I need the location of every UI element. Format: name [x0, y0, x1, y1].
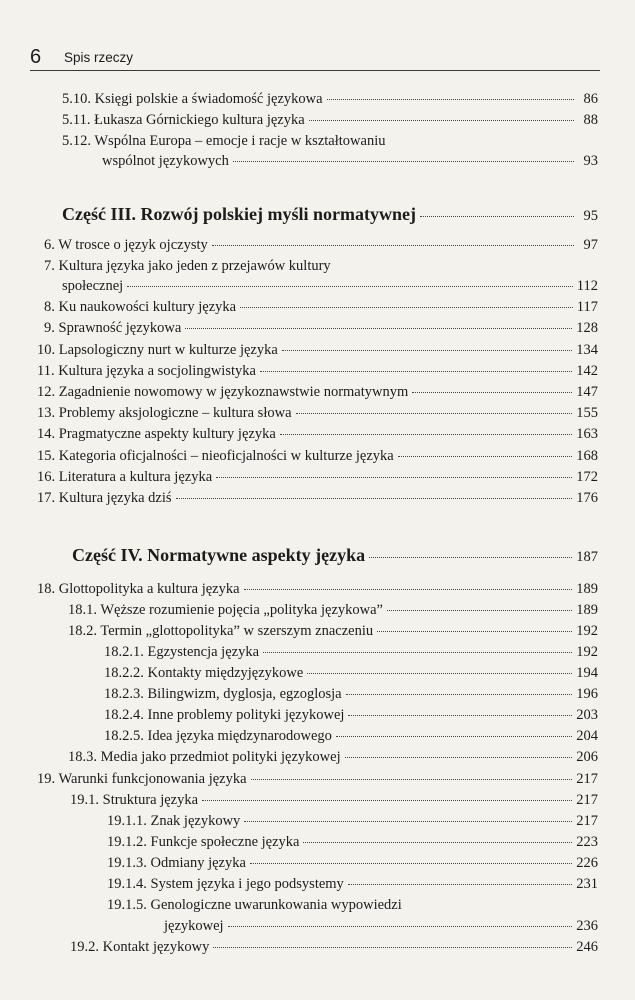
toc-page: 142: [576, 363, 598, 379]
toc-entry[interactable]: 18.2. Termin „glottopolityka” w szerszym znaczeniu 192: [68, 623, 598, 639]
toc-entry-text: 19.1.5. Genologiczne uwarunkowania wypowiedzi: [107, 897, 402, 913]
toc-entry[interactable]: 18.2.2. Kontakty międzyjęzykowe 194: [104, 665, 598, 681]
toc-page: 187: [576, 549, 598, 565]
toc-page: 117: [576, 299, 598, 315]
toc-page: 163: [576, 426, 598, 442]
toc-entry[interactable]: 18.2.3. Bilingwizm, dyglosja, egzoglosja 196: [104, 686, 598, 702]
toc-entry[interactable]: 18.2.4. Inne problemy polityki językowej 203: [104, 707, 598, 723]
running-title: Spis rzeczy: [64, 50, 134, 65]
toc-entry[interactable]: 13. Problemy aksjologiczne – kultura słowa 155: [37, 405, 598, 421]
toc-page: 204: [576, 728, 598, 744]
toc-entry[interactable]: wspólnot językowych 93: [102, 153, 598, 169]
toc-page: 223: [576, 834, 598, 850]
toc-page: 217: [576, 792, 598, 808]
toc-entry[interactable]: 5.10. Księgi polskie a świadomość językowa 86: [62, 91, 598, 107]
toc-entry[interactable]: 17. Kultura języka dziś 176: [37, 490, 598, 506]
toc-entry[interactable]: 19.1.2. Funkcje społeczne języka 223: [107, 834, 598, 850]
toc-page: 192: [576, 623, 598, 639]
toc-entry[interactable]: 19. Warunki funkcjonowania języka 217: [37, 771, 598, 787]
toc-page: 189: [576, 602, 598, 618]
toc-page: 196: [576, 686, 598, 702]
toc-entry[interactable]: 18. Glottopolityka a kultura języka 189: [37, 581, 598, 597]
toc-entry-text: 5.12. Wspólna Europa – emocje i racje w kształtowaniu: [62, 133, 386, 149]
header-rule: [30, 70, 600, 71]
show-through-text: · · · · · · ·: [468, 300, 514, 314]
toc-page: 206: [576, 749, 598, 765]
toc-page: 97: [583, 237, 598, 253]
toc-page: 203: [576, 707, 598, 723]
toc-entry[interactable]: 18.2.5. Idea języka międzynarodowego 204: [104, 728, 598, 744]
toc-entry[interactable]: językowej 236: [164, 918, 598, 934]
toc-entry[interactable]: 18.1. Węższe rozumienie pojęcia „polityka językowa” 189: [68, 602, 598, 618]
toc-entry[interactable]: 11. Kultura języka a socjolingwistyka 142: [37, 363, 598, 379]
toc-page: 176: [576, 490, 598, 506]
toc-entry[interactable]: 6. W trosce o język ojczysty 97: [44, 237, 598, 253]
toc-entry[interactable]: 19.1. Struktura języka 217: [70, 792, 598, 808]
toc-page: 217: [576, 771, 598, 787]
toc-page: 192: [576, 644, 598, 660]
toc-page: 134: [576, 342, 598, 358]
toc-entry[interactable]: 5.11. Łukasza Górnickiego kultura języka 88: [62, 112, 598, 128]
toc-page: 155: [576, 405, 598, 421]
toc-page: 112: [576, 278, 598, 294]
toc-entry[interactable]: 19.1.4. System języka i jego podsystemy 231: [107, 876, 598, 892]
toc-entry[interactable]: 9. Sprawność językowa 128: [44, 320, 598, 336]
toc-page: 217: [576, 813, 598, 829]
toc-page: 86: [583, 91, 598, 107]
toc-page: 231: [576, 876, 598, 892]
toc-entry[interactable]: 8. Ku naukowości kultury języka 117: [44, 299, 598, 315]
toc-entry-text: 7. Kultura języka jako jeden z przejawów kultury: [44, 258, 331, 274]
toc-page: 88: [583, 112, 598, 128]
toc-page: 128: [576, 320, 598, 336]
toc-page: 172: [576, 469, 598, 485]
toc-entry[interactable]: 19.1.3. Odmiany języka 226: [107, 855, 598, 871]
toc-part-heading[interactable]: Część IV. Normatywne aspekty języka 187: [72, 545, 598, 565]
toc-entry[interactable]: 14. Pragmatyczne aspekty kultury języka 163: [37, 426, 598, 442]
toc-entry[interactable]: 16. Literatura a kultura języka 172: [37, 469, 598, 485]
toc-entry[interactable]: 10. Lapsologiczny nurt w kulturze języka 134: [37, 342, 598, 358]
toc-page: 236: [576, 918, 598, 934]
toc-page: 189: [576, 581, 598, 597]
toc-entry[interactable]: społecznej 112: [62, 278, 598, 294]
toc-page: 168: [576, 448, 598, 464]
toc-page: 226: [576, 855, 598, 871]
toc-entry[interactable]: 12. Zagadnienie nowomowy w językoznawstwie normatywnym 147: [37, 384, 598, 400]
toc-page: 147: [576, 384, 598, 400]
page-header: [30, 46, 600, 68]
toc-entry[interactable]: 19.2. Kontakt językowy 246: [70, 939, 598, 955]
toc-entry[interactable]: 15. Kategoria oficjalności – nieoficjalności w kulturze języka 168: [37, 448, 598, 464]
toc-page: 194: [576, 665, 598, 681]
toc-page: 246: [576, 939, 598, 955]
toc-entry[interactable]: 19.1.1. Znak językowy 217: [107, 813, 598, 829]
toc-entry[interactable]: 18.3. Media jako przedmiot polityki językowej 206: [68, 749, 598, 765]
page-number: 6: [30, 46, 42, 68]
toc-part-heading[interactable]: Część III. Rozwój polskiej myśli normatywnej 95: [62, 204, 598, 224]
toc-entry[interactable]: 18.2.1. Egzystencja języka 192: [104, 644, 598, 660]
toc-page: 93: [583, 153, 598, 169]
toc-page: 95: [583, 208, 598, 224]
